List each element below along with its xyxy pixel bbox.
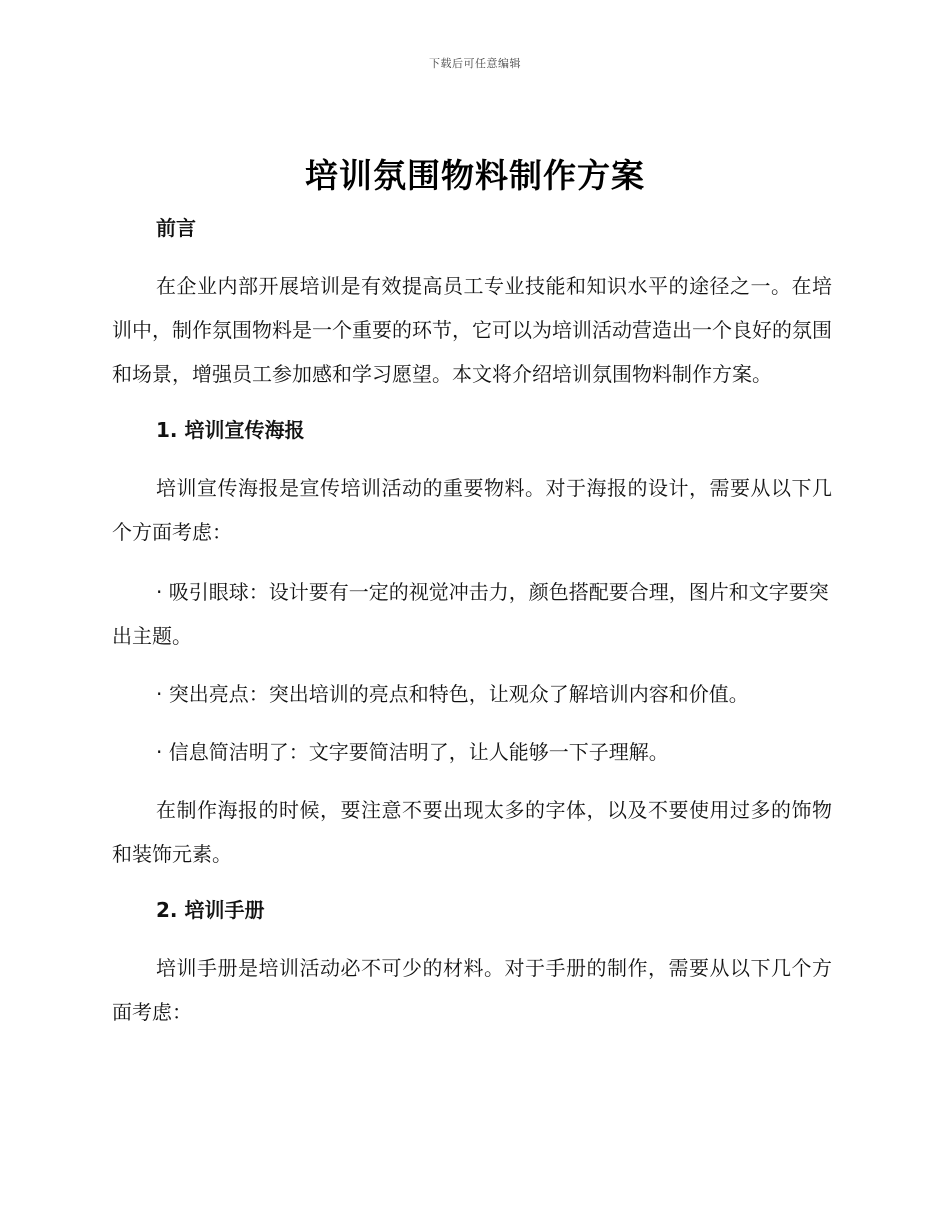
bullet-item: · 信息简洁明了：文字要简洁明了，让人能够一下子理解。	[156, 740, 669, 764]
paragraph-poster-closing: 在制作海报的时候，要注意不要出现太多的字体，以及不要使用过多的饰物和装饰元素。	[112, 798, 832, 866]
bullet-item: · 吸引眼球：设计要有一定的视觉冲击力，颜色搭配要合理，图片和文字要突出主题。	[112, 580, 829, 648]
paragraph-preface: 在企业内部开展培训是有效提高员工专业技能和知识水平的途径之一。在培训中，制作氛围物料是一个重要的环节，它可以为培训活动营造出一个良好的氛围和场景，增强员工参加感和学习愿望。本文将介绍培训氛围物料制作方案。	[112, 274, 832, 386]
document-title: 培训氛围物料制作方案	[305, 156, 645, 195]
header-note: 下载后可任意编辑	[429, 57, 521, 70]
section-heading-manual: 2. 培训手册	[156, 898, 265, 922]
bullet-item: · 突出亮点：突出培训的亮点和特色，让观众了解培训内容和价值。	[156, 682, 749, 706]
document-body	[112, 206, 832, 1034]
section-heading-poster: 1. 培训宣传海报	[156, 418, 305, 442]
paragraph-poster-intro: 培训宣传海报是宣传培训活动的重要物料。对于海报的设计，需要从以下几个方面考虑：	[112, 476, 832, 544]
section-heading-preface: 前言	[156, 216, 196, 240]
paragraph-manual-intro: 培训手册是培训活动必不可少的材料。对于手册的制作，需要从以下几个方面考虑：	[112, 956, 832, 1024]
